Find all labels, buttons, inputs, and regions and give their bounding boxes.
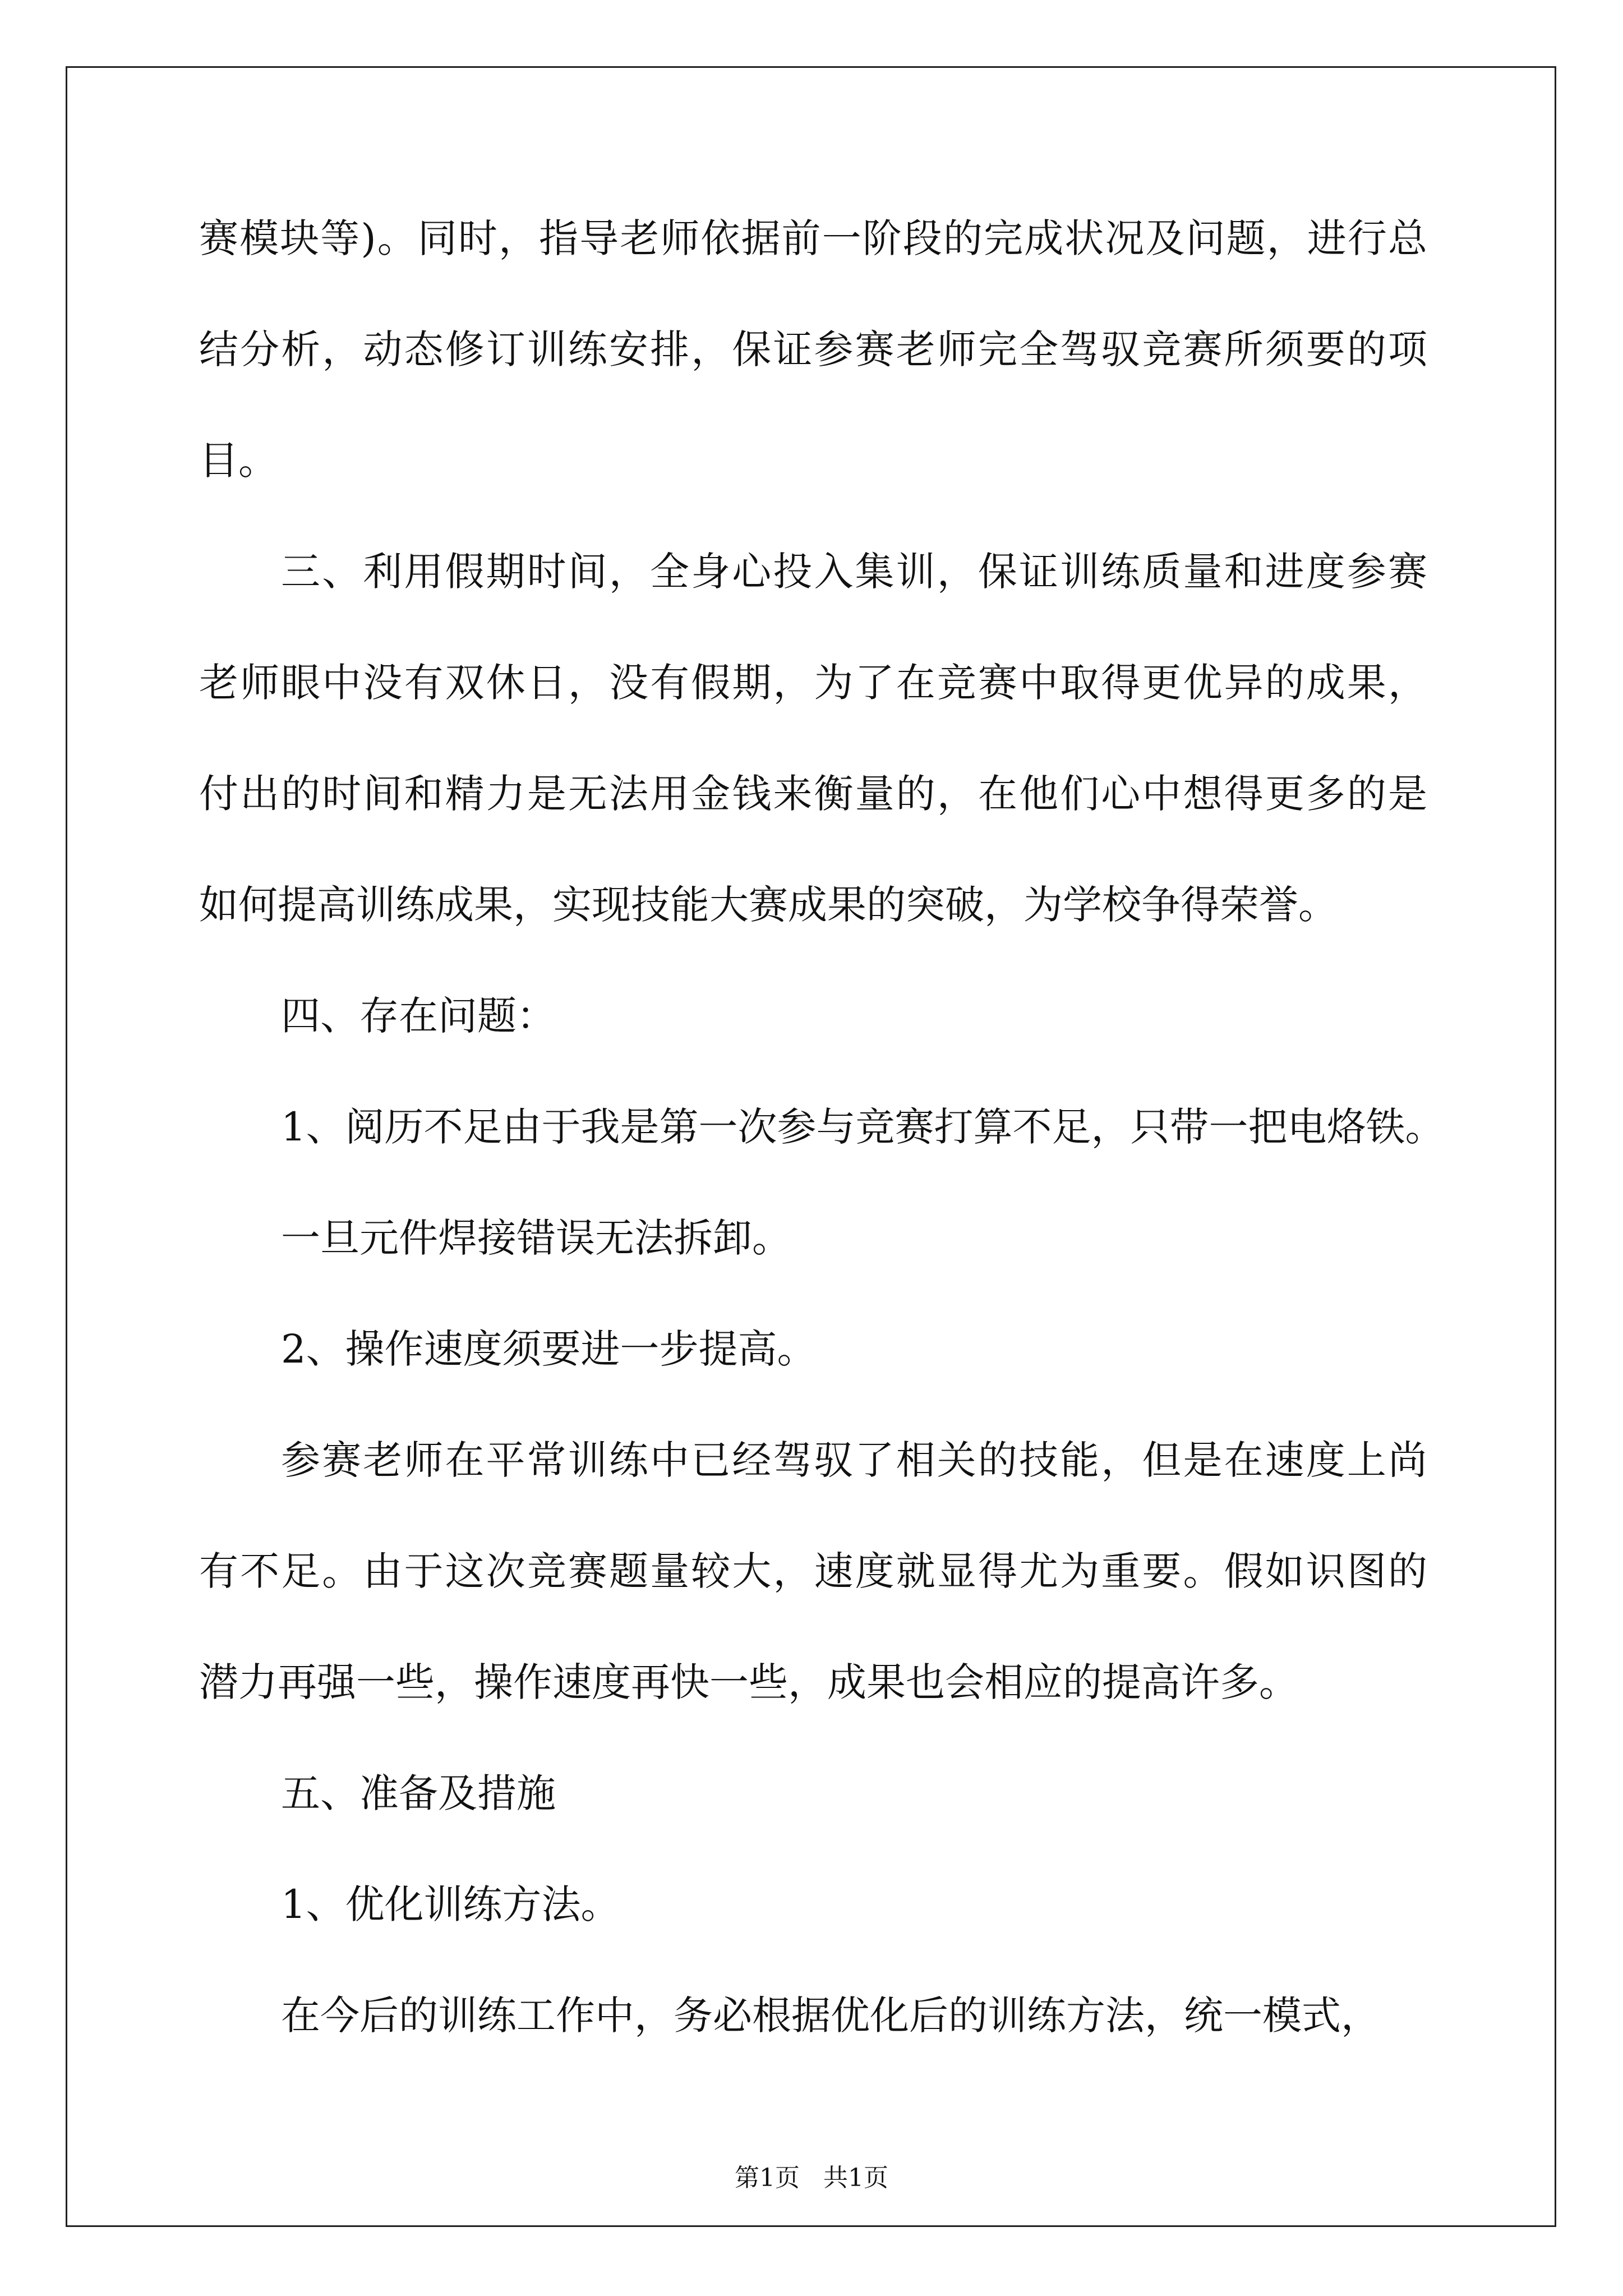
section-heading: 五、准备及措施 — [281, 1770, 556, 1816]
paragraph-line: 赛模块等)。同时，指导老师依据前一阶段的完成状况及问题，进行总 — [199, 215, 1427, 261]
paragraph-line: 在今后的训练工作中，务必根据优化后的训练方法，统一模式， — [281, 1993, 1380, 2039]
paragraph-line: 三、利用假期时间，全身心投入集训，保证训练质量和进度参赛 — [281, 549, 1427, 595]
paragraph-line: 如何提高训练成果，实现技能大赛成果的突破，为学校争得荣誉。 — [199, 882, 1338, 928]
paragraph-line: 一旦元件焊接错误无法拆卸。 — [281, 1215, 791, 1261]
paragraph-line: 结分析，动态修订训练安排，保证参赛老师完全驾驭竞赛所须要的项 — [199, 326, 1427, 372]
paragraph-line: 潜力再强一些，操作速度再快一些，成果也会相应的提高许多。 — [199, 1659, 1298, 1705]
list-item-heading: 2、操作速度须要进一步提高。 — [281, 1326, 817, 1372]
paragraph-line: 参赛老师在平常训练中已经驾驭了相关的技能，但是在速度上尚 — [281, 1437, 1427, 1483]
paragraph-line: 付出的时间和精力是无法用金钱来衡量的，在他们心中想得更多的是 — [199, 771, 1427, 817]
section-heading: 四、存在问题： — [281, 993, 556, 1039]
paragraph-line: 有不足。由于这次竞赛题量较大，速度就显得尤为重要。假如识图的 — [199, 1548, 1427, 1594]
paragraph-line: 老师眼中没有双休日，没有假期，为了在竞赛中取得更优异的成果， — [199, 660, 1427, 706]
paragraph-line: 目。 — [199, 438, 278, 484]
paragraph-line: 1、阅历不足由于我是第一次参与竞赛打算不足，只带一把电烙铁。 — [281, 1104, 1445, 1150]
list-item-heading: 1、优化训练方法。 — [281, 1881, 620, 1927]
page-footer: 第1页 共1页 — [735, 2164, 888, 2192]
